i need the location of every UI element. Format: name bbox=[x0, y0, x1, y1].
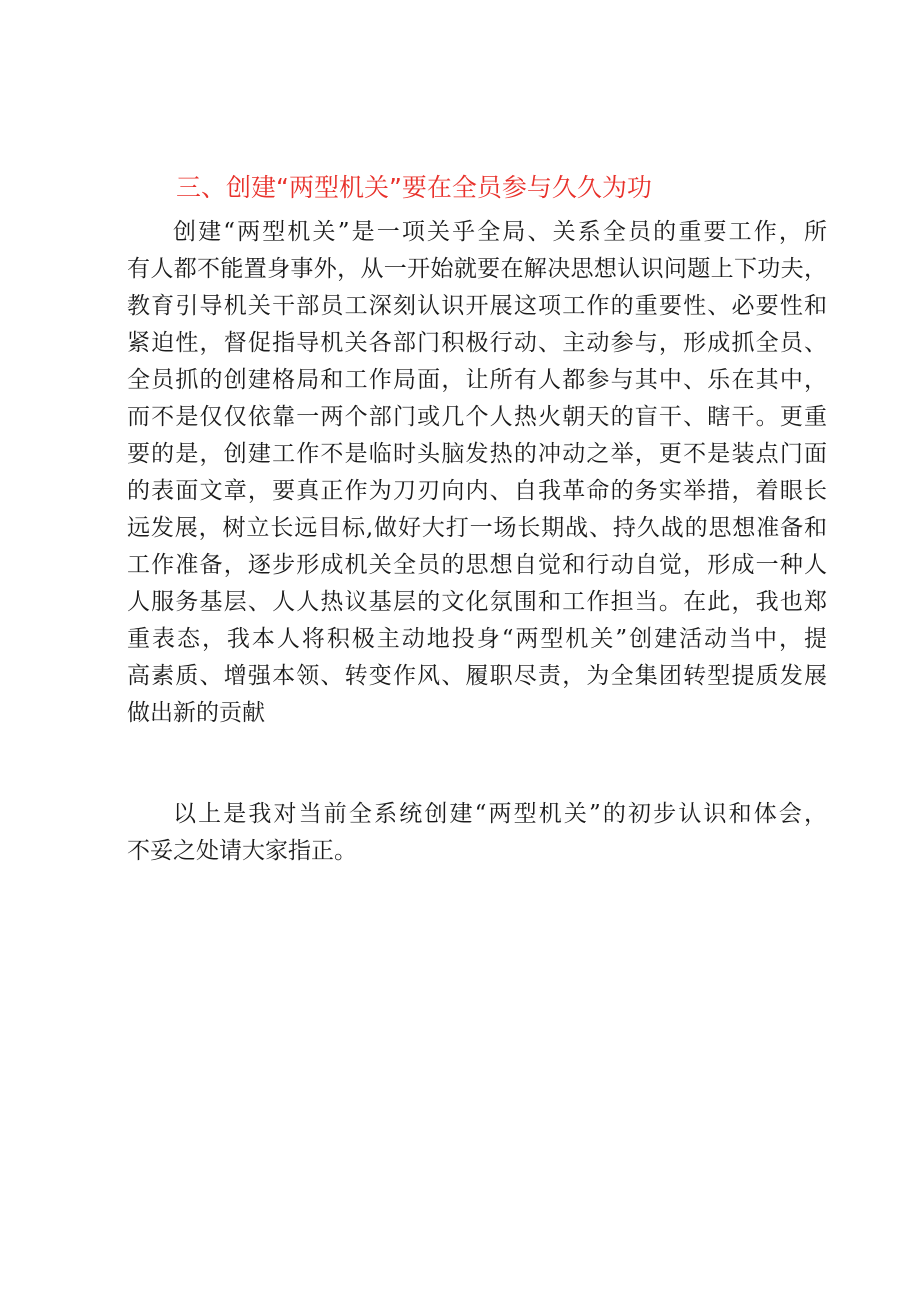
body-paragraph-1 bbox=[127, 214, 827, 732]
paragraph-line: 创建“两型机关”是一项关乎全局、关系全员的重要工作，所 bbox=[173, 219, 827, 245]
paragraph-line: 人服务基层、人人热议基层的文化氛围和工作担当。在此，我也郑 bbox=[127, 589, 827, 615]
paragraph-line: 重表态，我本人将积极主动地投身“两型机关”创建活动当中，提 bbox=[127, 626, 827, 652]
body-paragraph-2 bbox=[127, 796, 827, 870]
section-heading: 三、创建“两型机关”要在全员参与久久为功 bbox=[176, 173, 652, 202]
paragraph-line: 的表面文章，要真正作为刀刃向内、自我革命的务实举措，着眼长 bbox=[127, 478, 827, 504]
paragraph-line: 以上是我对当前全系统创建“两型机关”的初步认识和体会， bbox=[173, 801, 827, 827]
paragraph-line: 要的是，创建工作不是临时头脑发热的冲动之举，更不是装点门面 bbox=[127, 441, 827, 467]
paragraph-line: 工作准备，逐步形成机关全员的思想自觉和行动自觉，形成一种人 bbox=[127, 552, 827, 578]
paragraph-line: 紧迫性，督促指导机关各部门积极行动、主动参与，形成抓全员、 bbox=[127, 330, 827, 356]
paragraph-line: 全员抓的创建格局和工作局面，让所有人都参与其中、乐在其中， bbox=[127, 367, 827, 393]
paragraph-line: 远发展，树立长远目标,做好大打一场长期战、持久战的思想准备和 bbox=[127, 515, 827, 541]
paragraph-line: 教育引导机关干部员工深刻认识开展这项工作的重要性、必要性和 bbox=[127, 293, 827, 319]
paragraph-line: 高素质、增强本领、转变作风、履职尽责，为全集团转型提质发展 bbox=[127, 663, 827, 689]
paragraph-line: 不妥之处请大家指正。 bbox=[127, 838, 357, 864]
paragraph-line: 而不是仅仅依靠一两个部门或几个人热火朝天的盲干、瞎干。更重 bbox=[127, 404, 827, 430]
paragraph-line: 做出新的贡献 bbox=[127, 700, 265, 726]
paragraph-line: 有人都不能置身事外，从一开始就要在解决思想认识问题上下功夫， bbox=[127, 256, 827, 282]
